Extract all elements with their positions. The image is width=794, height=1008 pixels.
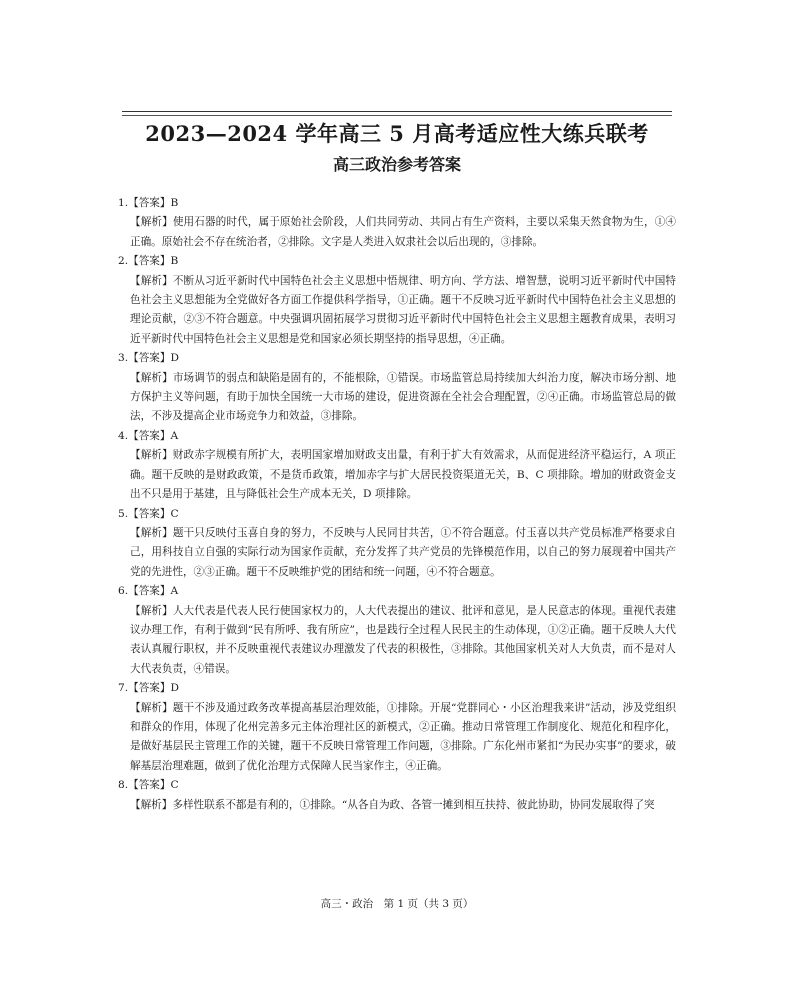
- question-4: [118, 427, 676, 505]
- exam-title: 2023—2024 学年高三 5 月高考适应性大练兵联考: [145, 121, 649, 146]
- question-8: [118, 776, 676, 815]
- header-rule: [122, 111, 672, 112]
- explanation: 【解析】人大代表是代表人民行使国家权力的，人大代表提出的建议、批评和意见，是人民意志的体现。重视代表建议办理工作，有利于做到“民有所呼、我有所应”，也是践行全过程人民民主的生动体现，①②正确。题干反映人大代表认真履行职权，并不反映重视代表建议办理激发了代表的积极性，③排除。其他国家机关对人大负责，而不是对人大代表负责，④错误。: [130, 604, 676, 675]
- explanation: 【解析】题干不涉及通过政务改革提高基层治理效能，①排除。开展“党群同心・小区治理我来讲”活动，涉及党组织和群众的作用，体现了化州完善多元主体治理社区的新模式，②正确。推动日常管理工作制度化、规范化和程序化，是做好基层民主管理工作的关键，题干不反映日常管理工作问题，③排除。广东化州市紧扣“为民办实事”的要求，破解基层治理难题，做到了优化治理方式保障人民当家作主，④正确。: [130, 701, 676, 772]
- answer-line: 2.【答案】B: [118, 255, 179, 268]
- question-2: [118, 252, 676, 349]
- explanation: 【解析】不断从习近平新时代中国特色社会主义思想中悟规律、明方向、学方法、增智慧，说明习近平新时代中国特色社会主义思想能为全党做好各方面工作提供科学指导，①正确。题干不反映习近平新时代中国特色社会主义思想的理论贡献，②③不符合题意。中央强调巩固拓展学习贯彻习近平新时代中国特色社会主义思想主题教育成果，表明习近平新时代中国特色社会主义思想是党和国家必须长期坚持的指导思想，④正确。: [130, 274, 676, 345]
- question-3: [118, 349, 676, 427]
- explanation: 【解析】市场调节的弱点和缺陷是固有的，不能根除，①错误。市场监管总局持续加大纠治力度，解决市场分割、地方保护主义等问题，有助于加快全国统一大市场的建设，促进资源在全社会合理配置，②④正确。市场监管总局的做法，不涉及提高企业市场竞争力和效益，③排除。: [130, 371, 676, 423]
- answer-line: 8.【答案】C: [118, 779, 179, 792]
- answer-line: 4.【答案】A: [118, 429, 179, 442]
- explanation: 【解析】财政赤字规模有所扩大，表明国家增加财政支出量，有利于扩大有效需求，从而促进经济平稳运行，A 项正确。题干反映的是财政政策，不是货币政策，增加赤字与扩大居民投资渠道无关，B、C 项排除。增加的财政资金支出不只是用于基建，且与降低社会生产成本无关，D 项排除。: [130, 449, 676, 501]
- answer-line: 3.【答案】D: [118, 352, 179, 365]
- answer-key-subtitle: 高三政治参考答案: [332, 155, 461, 174]
- header-rule-thin: [122, 115, 672, 116]
- answer-list: [118, 194, 676, 815]
- page-footer: 高三・政治 第 1 页（共 3 页）: [320, 898, 474, 910]
- question-7: [118, 679, 676, 776]
- question-1: [118, 194, 676, 252]
- answer-line: 1.【答案】B: [118, 197, 179, 209]
- answer-line: 6.【答案】A: [118, 585, 179, 598]
- answer-line: 7.【答案】D: [118, 682, 179, 695]
- answer-line: 5.【答案】C: [118, 507, 179, 520]
- explanation: 【解析】题干只反映付玉喜自身的努力，不反映与人民同甘共苦，①不符合题意。付玉喜以共产党员标准严格要求自己，用科技自立自强的实际行动为国家作贡献，充分发挥了共产党员的先锋模范作用，以自己的努力展现着中国共产党的先进性，②③正确。题干不反映维护党的团结和统一问题，④不符合题意。: [130, 526, 676, 578]
- explanation: 【解析】使用石器的时代，属于原始社会阶段，人们共同劳动、共同占有生产资料，主要以采集天然食物为生，①④正确。原始社会不存在统治者，②排除。文字是人类进入奴隶社会以后出现的，③排除。: [130, 216, 676, 248]
- question-5: [118, 505, 676, 583]
- question-6: [118, 582, 676, 679]
- explanation: 【解析】多样性联系不都是有利的，①排除。“从各自为政、各管一摊到相互扶持、彼此协助，协同发展取得了突: [130, 798, 655, 811]
